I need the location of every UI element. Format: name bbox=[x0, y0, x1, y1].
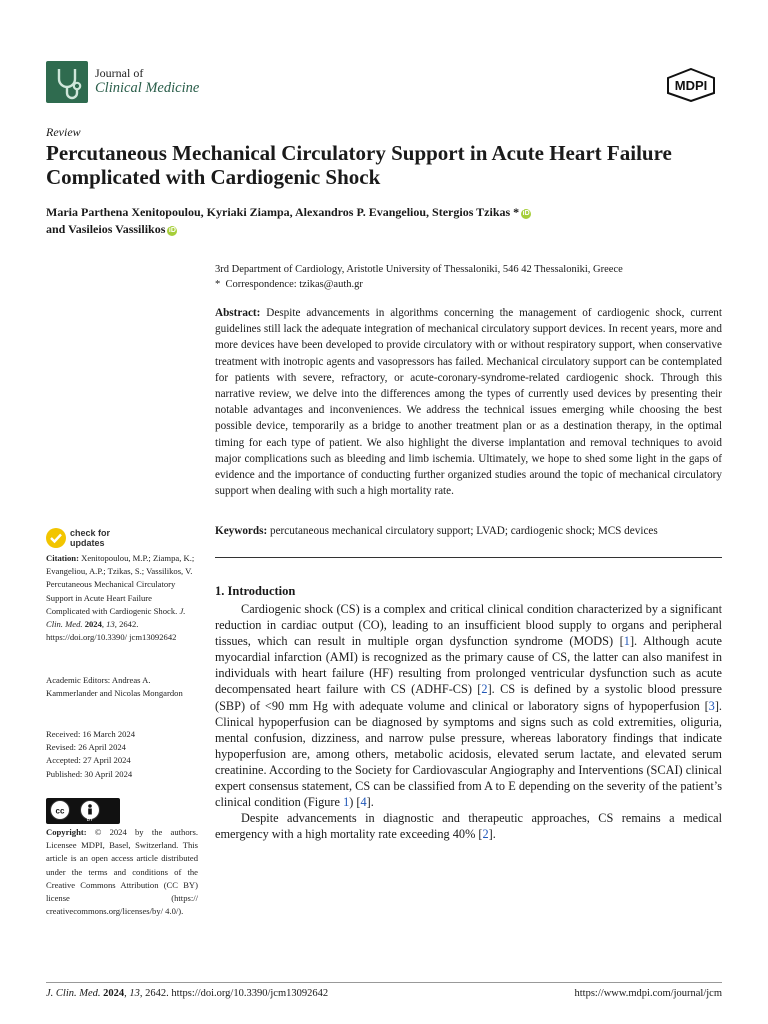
footer-journal: J. Clin. Med. bbox=[46, 988, 101, 999]
footer-divider bbox=[46, 982, 722, 983]
citation-journal: J. Clin. Med. bbox=[46, 605, 186, 630]
received-date: Received: 16 March 2024 bbox=[46, 729, 136, 739]
article-title: Percutaneous Mechanical Circulatory Support in Acute Heart Failure Complicated with Cardiogenic Shock bbox=[46, 141, 672, 189]
check-icon bbox=[46, 528, 66, 548]
correspondence-star: * bbox=[215, 279, 221, 290]
stethoscope-icon bbox=[46, 61, 88, 103]
orcid-icon[interactable]: iD bbox=[168, 227, 176, 234]
journal-of-label: Journal of bbox=[95, 66, 144, 80]
citation-volume: 13 bbox=[106, 619, 115, 630]
paragraph: Despite advancements in diagnostic and therapeutic approaches, CS remains a medical emergency with a high mortality rate exceeding 40% [2]. bbox=[215, 811, 722, 842]
academic-editors: Academic Editors: Andreas A. Kammerlander and Nicolas Mongardon bbox=[46, 675, 183, 699]
abstract-label: Abstract: bbox=[215, 307, 261, 319]
correspondence-line bbox=[215, 277, 725, 292]
footer-citation: J. Clin. Med. 2024, 13, 2642. https://doi.org/10.3390/jcm13092642 bbox=[46, 988, 329, 999]
section-heading: 1. Introduction bbox=[215, 584, 296, 598]
citation-year: 2024 bbox=[84, 619, 102, 630]
ref-link[interactable]: 2 bbox=[481, 682, 488, 697]
ref-link[interactable]: 2 bbox=[482, 827, 489, 842]
section-body bbox=[215, 601, 722, 842]
svg-text:cc: cc bbox=[55, 806, 65, 816]
accepted-date: Accepted: 27 April 2024 bbox=[46, 755, 131, 766]
authors-line2: and Vasileios Vassilikos bbox=[46, 222, 166, 236]
ref-link[interactable]: 3 bbox=[708, 698, 715, 713]
footer-journal-url[interactable]: https://www.mdpi.com/journal/jcm bbox=[574, 988, 722, 999]
published-date: Published: 30 April 2024 bbox=[46, 768, 133, 779]
ref-link[interactable]: 1 bbox=[623, 634, 630, 649]
figure-link[interactable]: 1 bbox=[343, 795, 350, 810]
abstract bbox=[215, 305, 722, 499]
correspondence-text: Correspondence: tzikas@auth.gr bbox=[225, 279, 363, 290]
keywords-text: percutaneous mechanical circulatory support; LVAD; cardiogenic shock; MCS devices bbox=[270, 525, 658, 537]
revised-date: Revised: 26 April 2024 bbox=[46, 742, 126, 753]
keywords bbox=[215, 523, 722, 539]
footer-volume: 13 bbox=[129, 988, 140, 999]
copyright-label: Copyright: bbox=[46, 827, 87, 837]
cc-by-license-badge[interactable] bbox=[46, 798, 120, 824]
abstract-text: Despite advancements in algorithms concerning the management of cardiogenic shock, current guidelines still lack the adequate integration of mechanical circulatory support devices. In recent years, more and more devices have been developed to provide circulatory with or without respiratory support, when conservative treatment with inotropic agents and vasopressors has failed. Mechanical circulatory support can be contemplated for patients with severe, refractory, or acute-coronary-syndrome-related cardiogenic shock. Through this narrative review, we delve into the differences among the types of currently used devices by presenting their notable advantages and inconveniences. We address the technical issues emerging while choosing the best possible device, temporarily as a bridge to another treatment plan or as a destination therapy, in the optimal timing for each type of patient. We also highlight the diverse implantation and removal techniques to avoid major complications such as bleeding and limb ischemia. Ultimately, we hope to shed some light in the gaps of evidence and the importance of conducting further organized studies around the topic of mechanical circulatory support when dealing with such a high mortality rate. bbox=[215, 307, 722, 498]
journal-name: Clinical Medicine bbox=[95, 80, 200, 96]
orcid-icon[interactable]: iD bbox=[522, 210, 530, 217]
cc-by-label: BY bbox=[86, 817, 94, 823]
keywords-label: Keywords: bbox=[215, 525, 268, 537]
ref-link[interactable]: 4 bbox=[360, 795, 367, 810]
affiliation-line: 3rd Department of Cardiology, Aristotle University of Thessaloniki, 546 42 Thessaloniki, Greece bbox=[215, 264, 623, 275]
copyright-text: © 2024 by the authors. Licensee MDPI, Basel, Switzerland. This article is an open access article distributed under the terms and conditions of the Creative Commons Attribution (CC BY) license (https:// creativecommons.org/licenses/by/ 4.0/). bbox=[46, 827, 198, 917]
check-for-updates-label: check for updates bbox=[70, 528, 111, 548]
journal-logo bbox=[46, 61, 88, 103]
divider bbox=[215, 557, 722, 558]
history-dates bbox=[46, 728, 198, 781]
authors-line1: Maria Parthena Xenitopoulou, Kyriaki Ziampa, Alexandros P. Evangeliou, Stergios Tzikas * bbox=[46, 205, 520, 219]
affiliations bbox=[215, 262, 725, 292]
footer-year: 2024 bbox=[103, 988, 125, 999]
article-type: Review bbox=[46, 125, 81, 139]
citation-text: Xenitopoulou, M.P.; Ziampa, K.; Evangeliou, A.P.; Tzikas, S.; Vassilikos, V. Percutaneous Mechanical Circulatory Support in Acute Heart Failure Complicated with Cardiogenic Shock. bbox=[46, 553, 195, 616]
paragraph: Cardiogenic shock (CS) is a complex and critical clinical condition characterized by a significant reduction in cardiac output (CO), leading to an insufficient blood supply to organs and peripheral tissues, which can result in multiple organ dysfunction syndrome (MODS) [1]. Although acute myocardial infarction (AMI) is recognized as the primary cause of CS, the latter can also manifest in individuals with heart failure (HF) resulting from prolonged ventricular dysfunction such as acute decompensated heart failure with CS (ADHF-CS) [2]. CS is defined by a systolic blood pressure (SBP) of <90 mm Hg with adequate volume and clinical or laboratory signs of hypoperfusion [3]. Clinical hypoperfusion can be diagnosed by symptoms and signs such as cold extremities, oliguria, mental confusion, dizziness, and narrow pulse pressure, whereas laboratory findings that indicate hypoperfusion are, among others, metabolic acidosis, elevated serum lactate, and elevated serum creatinine. According to the Society for Cardiovascular Angiography and Interventions (SCAI) clinical expert consensus statement, CS can be classified from A to E depending on the severity of the patient’s clinical condition (Figure 1) [4]. bbox=[215, 602, 722, 810]
mdpi-logo-text: MDPI bbox=[674, 78, 708, 93]
citation-block: Citation: Xenitopoulou, M.P.; Ziampa, K.; Evangeliou, A.P.; Tzikas, S.; Vassilikos, V. Percutaneous Mechanical Circulatory Support in Acute Heart Failure Complicated with Cardiogenic Shock. J. Clin. Med. 2024, 13, 2642. https://doi.org/10.3390/ jcm13092642 bbox=[46, 553, 195, 643]
citation-tail: , 2642. https://doi.org/10.3390/ jcm13092642 bbox=[46, 619, 177, 643]
citation-label: Citation: bbox=[46, 553, 79, 563]
check-for-updates-badge[interactable] bbox=[46, 528, 156, 552]
cc-icon bbox=[50, 800, 70, 820]
mdpi-logo bbox=[664, 68, 718, 102]
copyright-block bbox=[46, 826, 198, 918]
footer-doi[interactable]: , 2642. https://doi.org/10.3390/jcm13092642 bbox=[139, 988, 329, 999]
author-list bbox=[46, 204, 726, 238]
